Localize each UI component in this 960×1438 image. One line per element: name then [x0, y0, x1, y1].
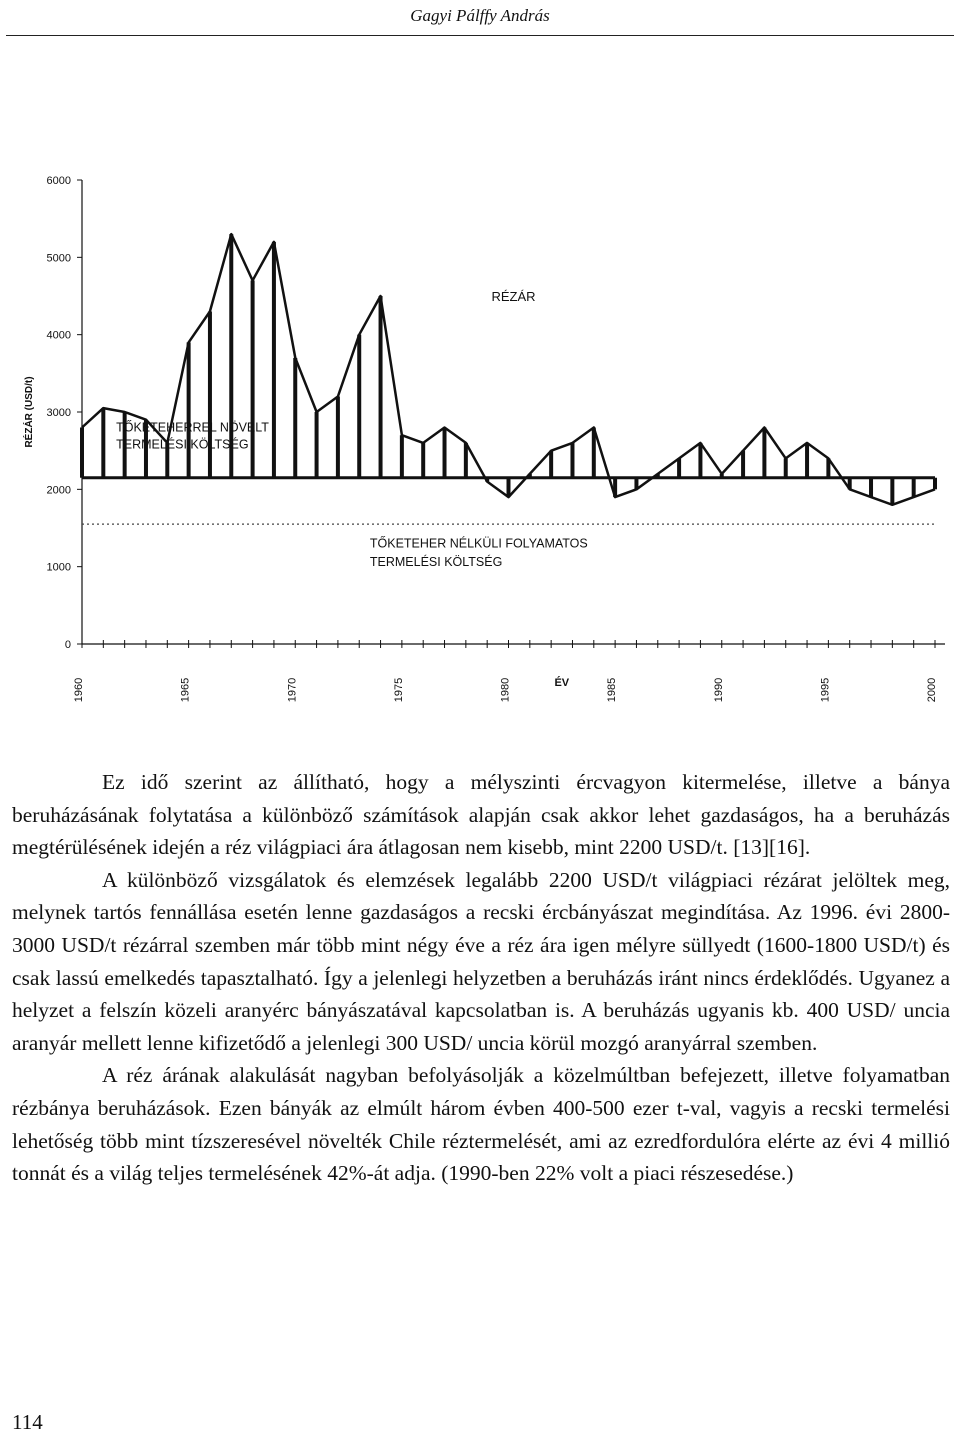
price-hatching: [82, 234, 935, 505]
y-axis-label: RÉZÁR (USD/t): [24, 376, 35, 448]
y-tick-label: 4000: [46, 329, 71, 342]
paragraph: A réz árának alakulását nagyban befolyásolják a közelmúltban befejezett, illetve folyamatban rézbánya beruházások. Ezen bányák az elmúlt három évben 400-500 ezer t-val, vagyis a recski termelési lehetőség több mint tízszeresével növelték Chile réztermelését, ami az ezredfordulóra elérte az évi 4 millió tonnát és a világ teljes termelésének 42%-át adja. (1990-ben 22% volt a piaci részesedése.): [12, 1063, 950, 1186]
copper-price-chart: [0, 150, 960, 710]
x-tick-label: 1980: [499, 677, 512, 703]
paragraph: Ez idő szerint az állítható, hogy a mélyszinti ércvagyon kitermelése, illetve a bánya beruházásának folytatása a különböző számítások alapján csak akkor lehet gazdaságos, ha a beruházás megtérülésének idején a réz világpiaci ára átlagosan nem kisebb, mint 2200 USD/t. [13][16].: [12, 770, 950, 860]
y-tick-label: 3000: [46, 407, 71, 419]
series-label-upper-cost-2: TERMELÉSI KÖLTSÉG: [116, 437, 249, 452]
x-tick-label: 1960: [73, 677, 85, 703]
x-tick-label: 1965: [179, 677, 192, 703]
running-head-author: Gagyi Pálffy András: [410, 6, 550, 25]
x-tick-label: 2000: [926, 677, 938, 703]
paragraph: A különböző vizsgálatok és elemzések legalább 2200 USD/t világpiaci rézárat jelöltek meg, melynek tartós fennállása esetén lenne gazdaságos a recski ércbányászat megindítása. Az 1996. évi 2800-3000 USD/t rézárral szemben már több mint négy éve a réz ára igen mélyre süllyedt (1600-1800 USD/t) és csak lassú emelkedés tapasztalható. Így a jelenlegi helyzetben a beruházás iránt nincs érdeklődés. Ugyanez a helyzet a felszín közeli aranyérc bányászatával kapcsolatban is. A beruházás ugyanis kb. 400 USD/ uncia aranyár mellett lenne kifizetődő a jelenlegi 300 USD/ uncia körül mozgó aranyárral szemben.: [12, 867, 950, 1055]
x-tick-label: 1975: [392, 677, 405, 703]
x-tick-label: 1990: [712, 677, 725, 703]
y-tick-label: 1000: [46, 561, 71, 574]
x-axis-label: ÉV: [554, 677, 570, 689]
series-label-lower-cost-1: TŐKETEHER NÉLKÜLI FOLYAMATOS: [369, 536, 588, 551]
y-tick-label: 0: [64, 639, 71, 651]
series-label-price: RÉZÁR: [491, 289, 536, 304]
series-label-lower-cost-2: TERMELÉSI KÖLTSÉG: [369, 555, 503, 570]
series-label-upper-cost-1: TŐKETEHERREL NÖVELT: [116, 420, 269, 435]
y-tick-label: 6000: [46, 175, 71, 187]
page-number: 114: [12, 1410, 43, 1434]
page-header: [0, 0, 960, 40]
x-tick-label: 1995: [819, 677, 832, 703]
chart-labels: [22, 289, 588, 689]
body-text: [12, 766, 950, 1190]
header-rule: [6, 35, 954, 36]
x-tick-label: 1970: [286, 677, 299, 703]
x-tick-label: 1985: [606, 677, 619, 703]
y-tick-label: 5000: [46, 252, 71, 265]
y-tick-label: 2000: [46, 484, 71, 497]
